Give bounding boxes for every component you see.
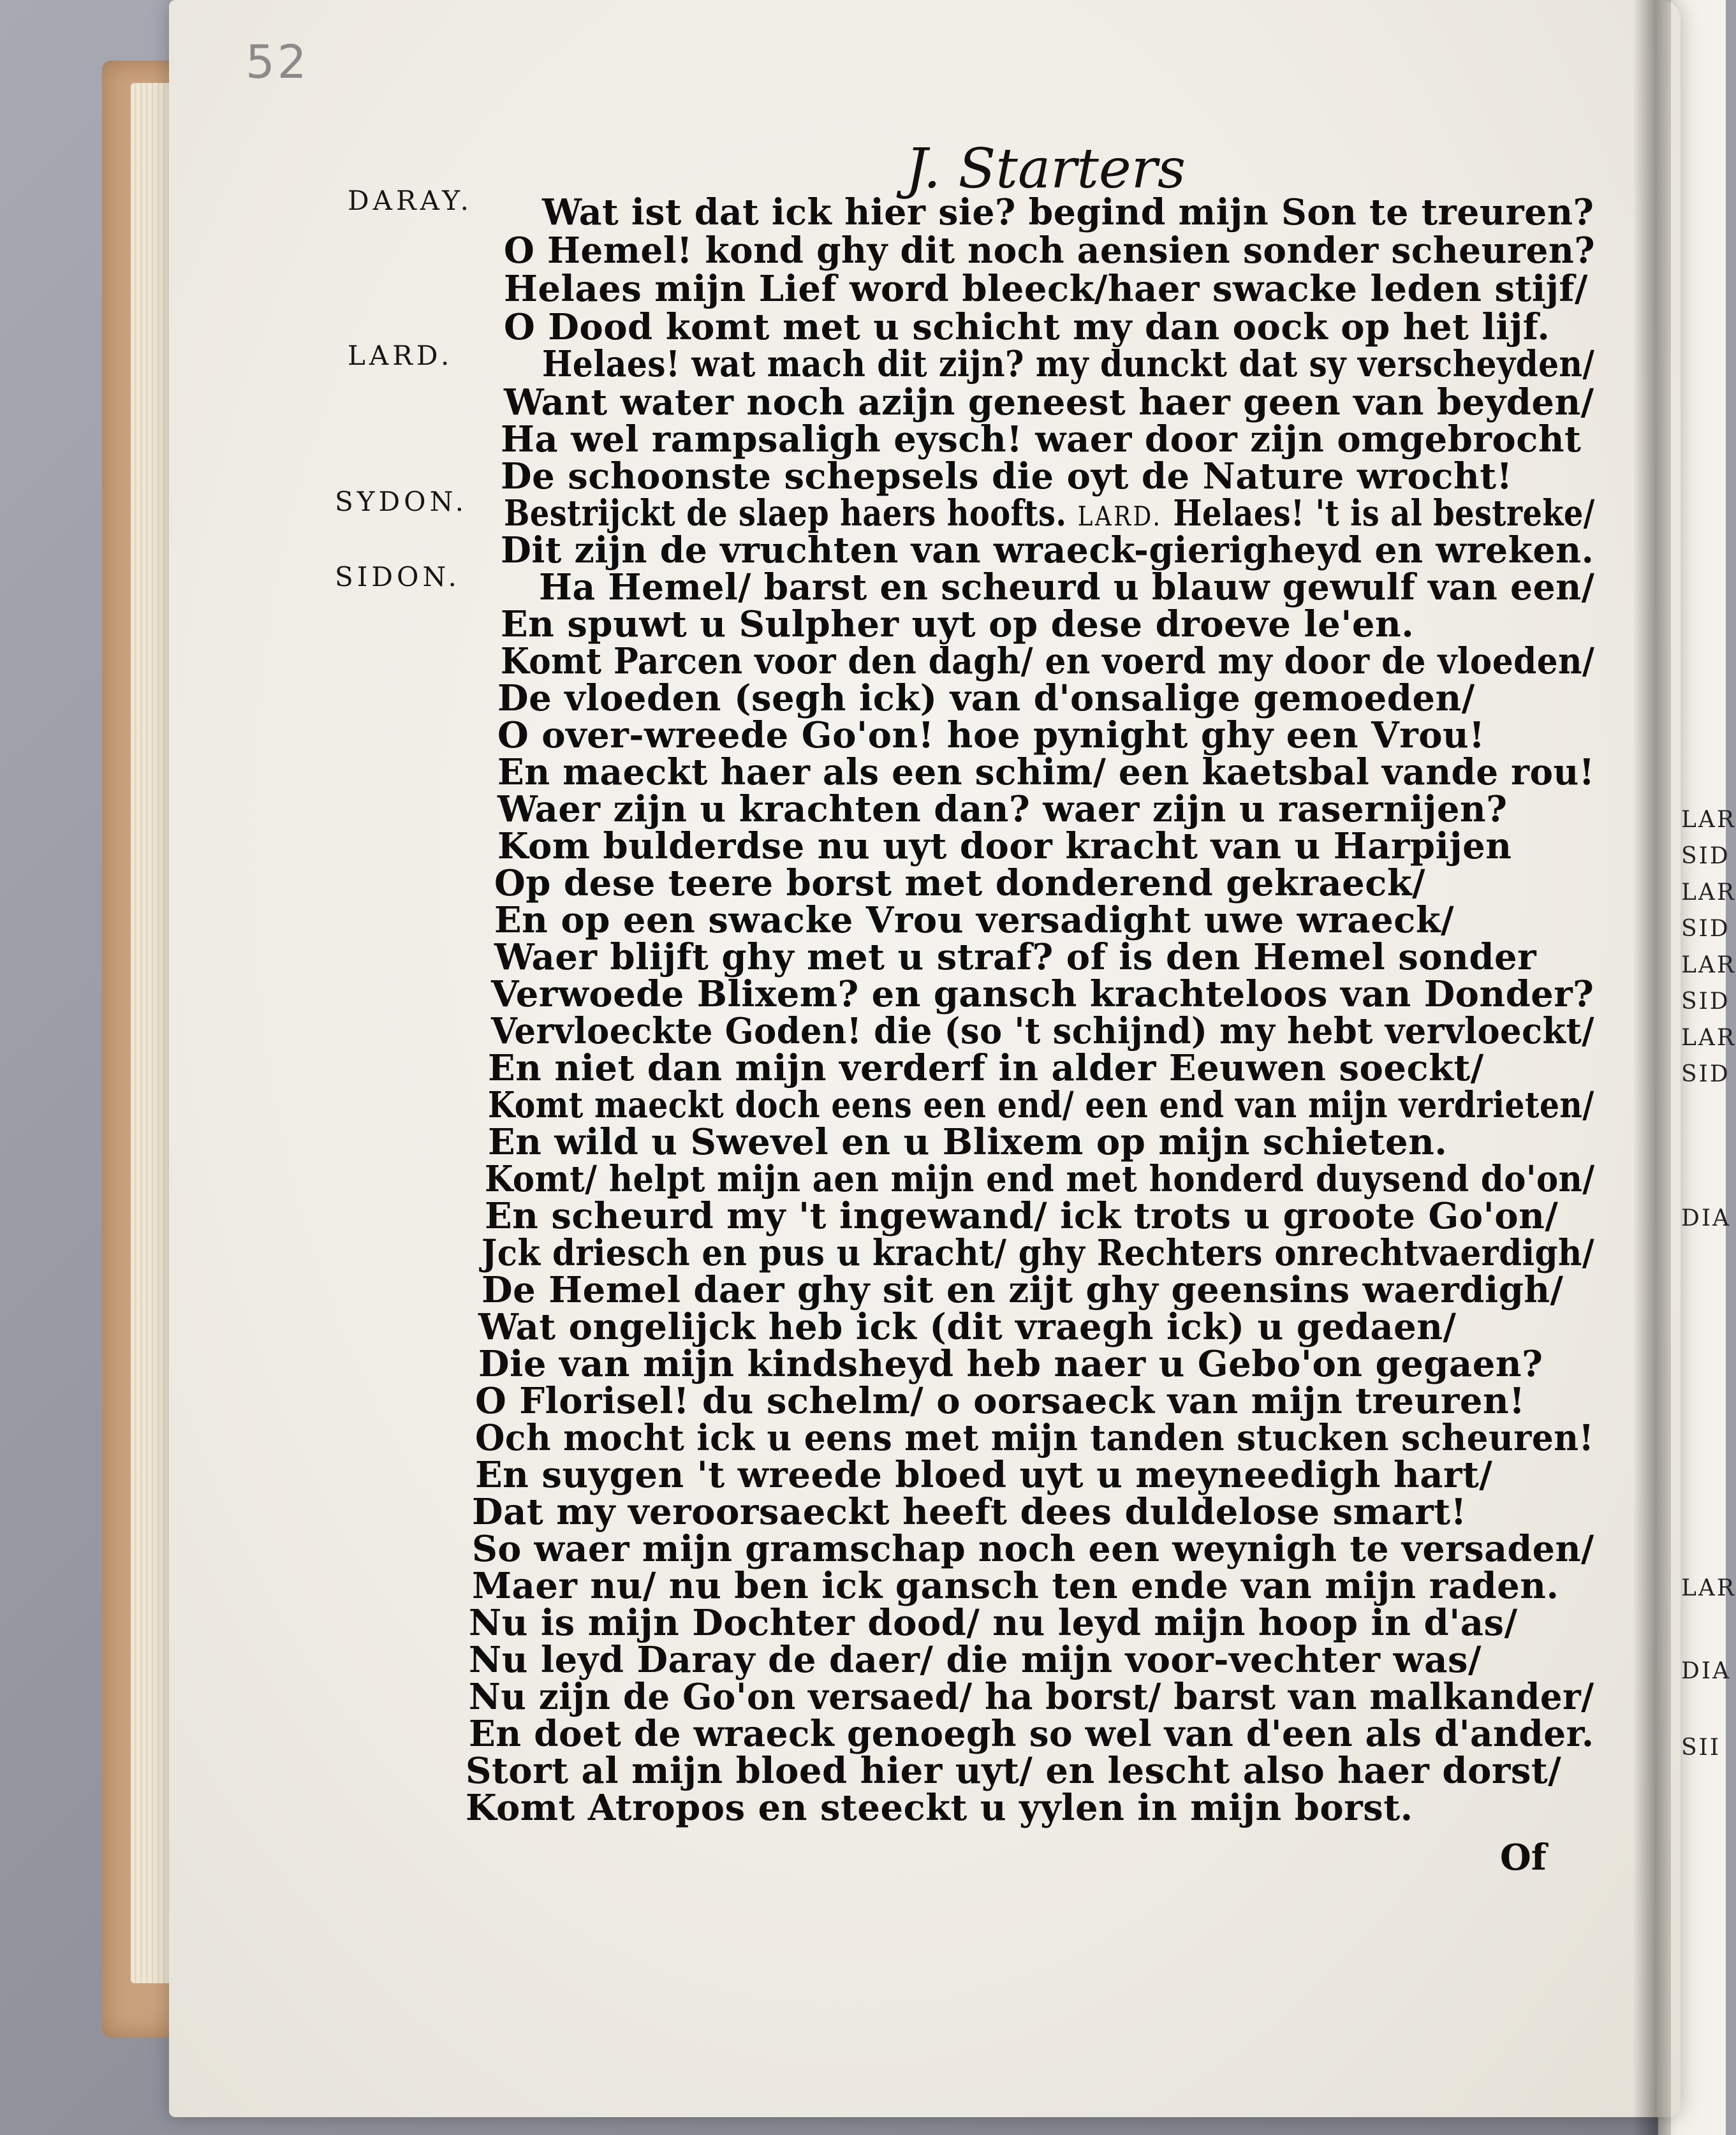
verse-line: O over-wreede Go'on! hoe pynight ghy een Vrou!: [497, 714, 1485, 756]
verse-line: Vervloeckte Goden! die (so 't schijnd) my hebt vervloeckt/: [491, 1010, 1594, 1052]
verse-line: Want water noch azijn geneest haer geen van beyden/: [504, 381, 1594, 423]
inline-speaker-label: LARD.: [1077, 501, 1163, 532]
verse-line: O Dood komt met u schicht my dan oock op het lijf.: [504, 306, 1550, 348]
verse-line: Nu is mijn Dochter dood/ nu leyd mijn hoop in d'as/: [469, 1602, 1518, 1644]
facing-page-label: SID: [1681, 1061, 1730, 1087]
verse-line: De Hemel daer ghy sit en zijt ghy geensins waerdigh/: [482, 1269, 1564, 1311]
verse-line: En maeckt haer als een schim/ een kaetsbal vande rou!: [497, 751, 1595, 793]
running-head: J. Starters: [906, 137, 1186, 201]
verse-line: En doet de wraeck genoegh so wel van d'een als d'ander.: [469, 1713, 1594, 1755]
verse-line: Nu leyd Daray de daer/ die mijn voor-vechter was/: [469, 1639, 1482, 1681]
verse-line: Jck driesch en pus u kracht/ ghy Rechters onrechtvaerdigh/: [482, 1232, 1595, 1274]
verse-line: Wat ongelijck heb ick (dit vraegh ick) u gedaen/: [478, 1306, 1457, 1348]
verse-line: En scheurd my 't ingewand/ ick trots u groote Go'on/: [485, 1195, 1559, 1237]
verse-line: De vloeden (segh ick) van d'onsalige gemoeden/: [497, 677, 1475, 719]
verse-line: Och mocht ick u eens met mijn tanden stucken scheuren!: [475, 1417, 1594, 1459]
speaker-label: DARAY.: [348, 185, 473, 216]
facing-page-label: SID: [1681, 843, 1730, 869]
verse-line: So waer mijn gramschap noch een weynigh te versaden/: [472, 1528, 1594, 1570]
facing-page-label: DIA: [1681, 1205, 1732, 1231]
facing-page-label: LAR: [1681, 807, 1736, 833]
speaker-label: LARD.: [348, 340, 453, 371]
verse-line: Komt Parcen voor den dagh/ en voerd my door de vloeden/: [501, 640, 1595, 682]
verse-line: Ha wel rampsaligh eysch! waer door zijn omgebrocht: [501, 418, 1582, 460]
verse-line: En niet dan mijn verderf in alder Eeuwen soeckt/: [488, 1047, 1484, 1089]
verse-line: Kom bulderdse nu uyt door kracht van u Harpijen: [497, 825, 1512, 867]
verse-line: [504, 492, 1595, 534]
verse-line: En wild u Swevel en u Blixem op mijn schieten.: [488, 1121, 1448, 1163]
speaker-label: SIDON.: [335, 561, 460, 592]
catchword: Of: [1500, 1837, 1547, 1879]
verse-line: O Florisel! du schelm/ o oorsaeck van mijn treuren!: [475, 1380, 1526, 1422]
verse-line: O Hemel! kond ghy dit noch aensien sonder scheuren?: [504, 230, 1596, 272]
verse-line: En spuwt u Sulpher uyt op dese droeve le'en.: [501, 603, 1415, 645]
verse-line: Komt maeckt doch eens een end/ een end van mijn verdrieten/: [488, 1084, 1594, 1126]
verse-line: Op dese teere borst met donderend gekraeck/: [494, 862, 1426, 904]
verse-line: Dat my veroorsaeckt heeft dees duldelose smart!: [472, 1491, 1467, 1533]
verse-line: Nu zijn de Go'on versaed/ ha borst/ barst van malkander/: [469, 1676, 1594, 1718]
facing-page-label: SII: [1681, 1735, 1721, 1761]
speaker-label: SYDON.: [335, 486, 468, 517]
facing-page-label: SID: [1681, 988, 1730, 1015]
verse-line: De schoonste schepsels die oyt de Nature wrocht!: [501, 455, 1513, 497]
verse-fragment: Helaes! 't is al bestreke/: [1173, 492, 1595, 534]
verse-fragment: Bestrijckt de slaep haers hoofts.: [504, 492, 1067, 534]
facing-page-label: LAR: [1681, 952, 1736, 978]
verse-line: Helaes! wat mach dit zijn? my dunckt dat sy verscheyden/: [542, 343, 1595, 385]
book-gutter: [1633, 0, 1671, 2135]
facing-page-label: LAR: [1681, 1575, 1736, 1601]
verse-line: Die van mijn kindsheyd heb naer u Gebo'on gegaen?: [478, 1343, 1543, 1385]
verse-line: Maer nu/ nu ben ick gansch ten ende van mijn raden.: [472, 1565, 1559, 1607]
facing-page-label: SID: [1681, 916, 1730, 942]
verse-line: Komt Atropos en steeckt u yylen in mijn borst.: [466, 1787, 1413, 1829]
verse-line: Verwoede Blixem? en gansch krachteloos van Donder?: [491, 973, 1594, 1015]
facing-page-label: LAR: [1681, 879, 1736, 906]
verse-line: En suygen 't wreede bloed uyt u meyneedigh hart/: [475, 1454, 1493, 1496]
facing-page-label: DIA: [1681, 1658, 1732, 1684]
verse-line: Ha Hemel/ barst en scheurd u blauw gewulf van een/: [539, 566, 1595, 608]
verse-line: En op een swacke Vrou versadight uwe wraeck/: [494, 899, 1455, 941]
verse-line: Wat ist dat ick hier sie? begind mijn Son te treuren?: [542, 191, 1594, 233]
verse-line: Waer blijft ghy met u straf? of is den Hemel sonder: [494, 936, 1537, 978]
verse-line: Stort al mijn bloed hier uyt/ en lescht also haer dorst/: [466, 1750, 1562, 1792]
facing-page-label: LAR: [1681, 1025, 1736, 1051]
verse-line: Dit zijn de vruchten van wraeck-gierigheyd en wreken.: [501, 529, 1594, 571]
page-number: 52: [246, 35, 309, 89]
verse-line: Komt/ helpt mijn aen mijn end met honderd duysend do'on/: [485, 1158, 1595, 1200]
verse-line: Waer zijn u krachten dan? waer zijn u rasernijen?: [497, 788, 1508, 830]
verse-line: Helaes mijn Lief word bleeck/haer swacke leden stijf/: [504, 268, 1588, 310]
